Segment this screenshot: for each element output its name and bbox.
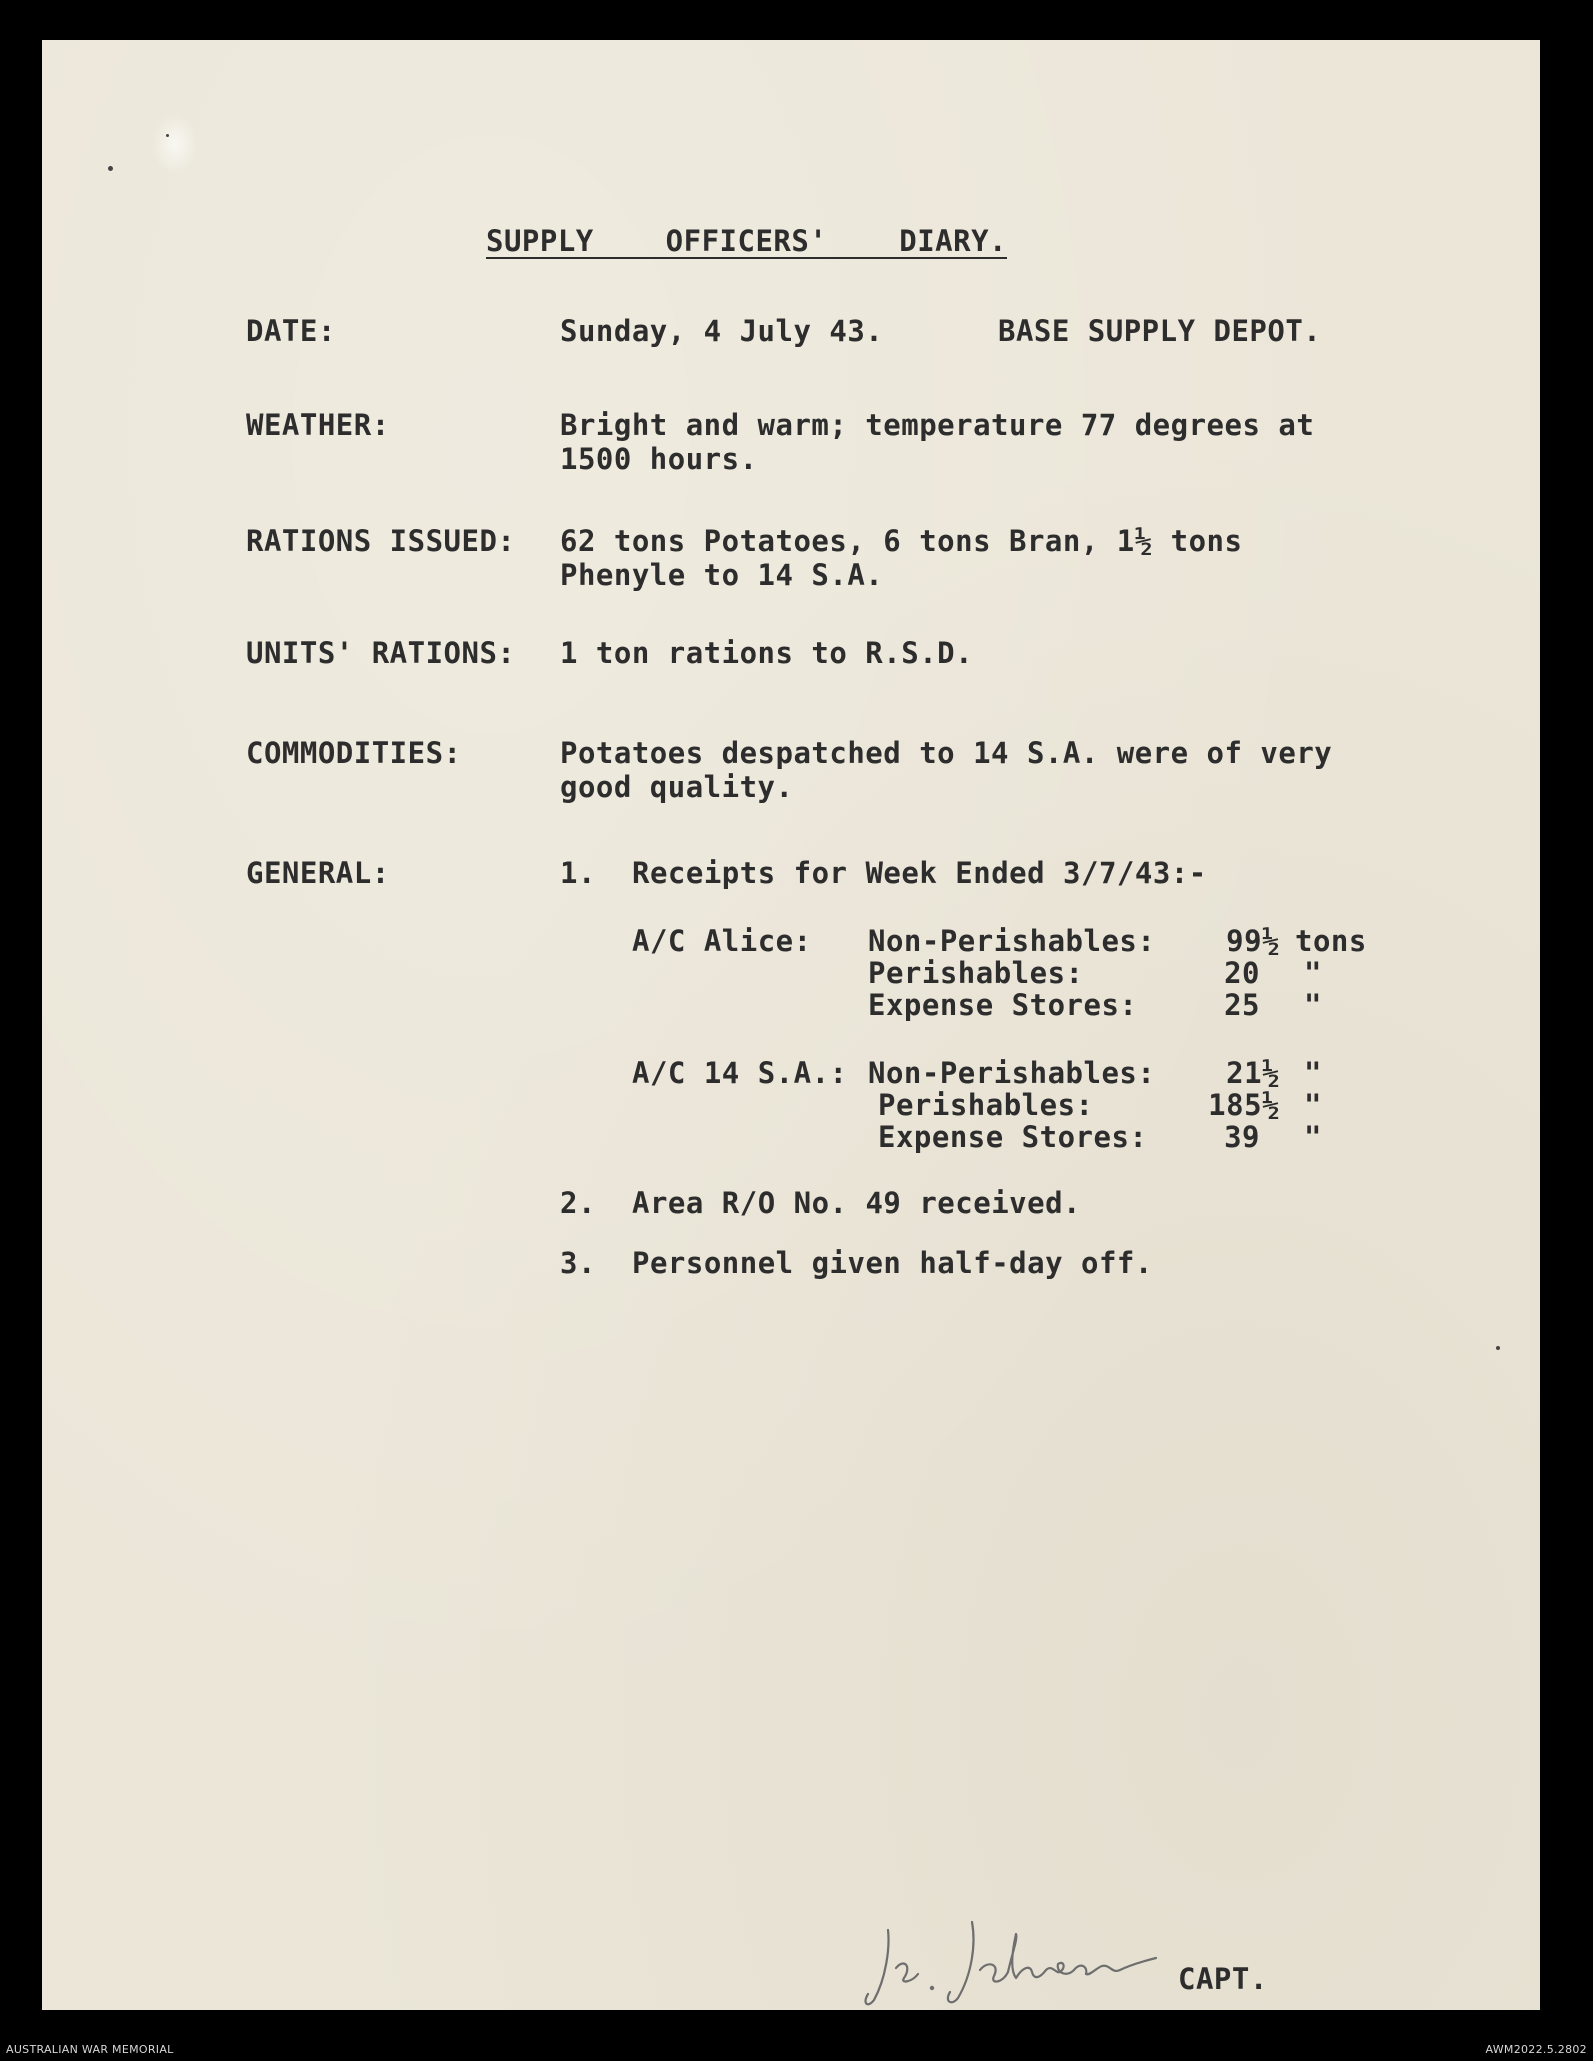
receipt-amount: 185½: [1208, 1088, 1280, 1122]
general-label: GENERAL:: [246, 856, 390, 890]
paper-speck: [166, 134, 169, 137]
receipt-amount: 25: [1224, 988, 1260, 1022]
rations-issued-label: RATIONS ISSUED:: [246, 524, 516, 558]
footer-archive-id: AWM2022.5.2802: [1485, 2043, 1587, 2056]
general-item-number: 2.: [560, 1186, 596, 1220]
general-item-number: 1.: [560, 856, 596, 890]
receipt-category: Expense Stores:: [878, 1120, 1148, 1154]
document-page: [42, 40, 1540, 2010]
receipt-account: A/C Alice:: [632, 924, 812, 958]
paper-speck: [1496, 1346, 1500, 1350]
signature-rank: CAPT.: [1178, 1962, 1268, 1996]
general-item-text: Area R/O No. 49 received.: [632, 1186, 1081, 1220]
general-item-text: Personnel given half-day off.: [632, 1246, 1153, 1280]
page-title: SUPPLY OFFICERS' DIARY.: [486, 224, 1007, 258]
receipt-unit: ": [1304, 1120, 1322, 1154]
receipt-account: A/C 14 S.A.:: [632, 1056, 848, 1090]
unit-name: BASE SUPPLY DEPOT.: [998, 314, 1322, 348]
date-label: DATE:: [246, 314, 336, 348]
rations-issued-value: 62 tons Potatoes, 6 tons Bran, 1½ tons Phenyle to 14 S.A.: [560, 524, 1243, 592]
units-rations-label: UNITS' RATIONS:: [246, 636, 516, 670]
weather-value: Bright and warm; temperature 77 degrees at 1500 hours.: [560, 408, 1315, 476]
footer-archive-name: AUSTRALIAN WAR MEMORIAL: [6, 2043, 174, 2056]
receipt-unit: ": [1304, 988, 1322, 1022]
handwritten-signature: [860, 1908, 1180, 2018]
receipt-category: Perishables:: [868, 956, 1084, 990]
receipt-amount: 20: [1224, 956, 1260, 990]
receipt-amount: 21½: [1226, 1056, 1280, 1090]
receipt-category: Non-Perishables:: [868, 1056, 1156, 1090]
commodities-value: Potatoes despatched to 14 S.A. were of very good quality.: [560, 736, 1333, 804]
receipt-unit: ": [1304, 956, 1322, 990]
receipt-amount: 99½: [1226, 924, 1280, 958]
general-item-text: Receipts for Week Ended 3/7/43:-: [632, 856, 1207, 890]
units-rations-value: 1 ton rations to R.S.D.: [560, 636, 974, 670]
receipt-amount: 39: [1224, 1120, 1260, 1154]
paper-speck: [108, 166, 113, 171]
receipt-category: Non-Perishables:: [868, 924, 1156, 958]
weather-label: WEATHER:: [246, 408, 390, 442]
receipt-unit: tons: [1295, 924, 1367, 958]
receipt-unit: ": [1304, 1056, 1322, 1090]
receipt-category: Expense Stores:: [868, 988, 1138, 1022]
date-value: Sunday, 4 July 43.: [560, 314, 884, 348]
receipt-unit: ": [1304, 1088, 1322, 1122]
commodities-label: COMMODITIES:: [246, 736, 462, 770]
general-item-number: 3.: [560, 1246, 596, 1280]
receipt-category: Perishables:: [878, 1088, 1094, 1122]
paper-crease: [152, 114, 198, 174]
